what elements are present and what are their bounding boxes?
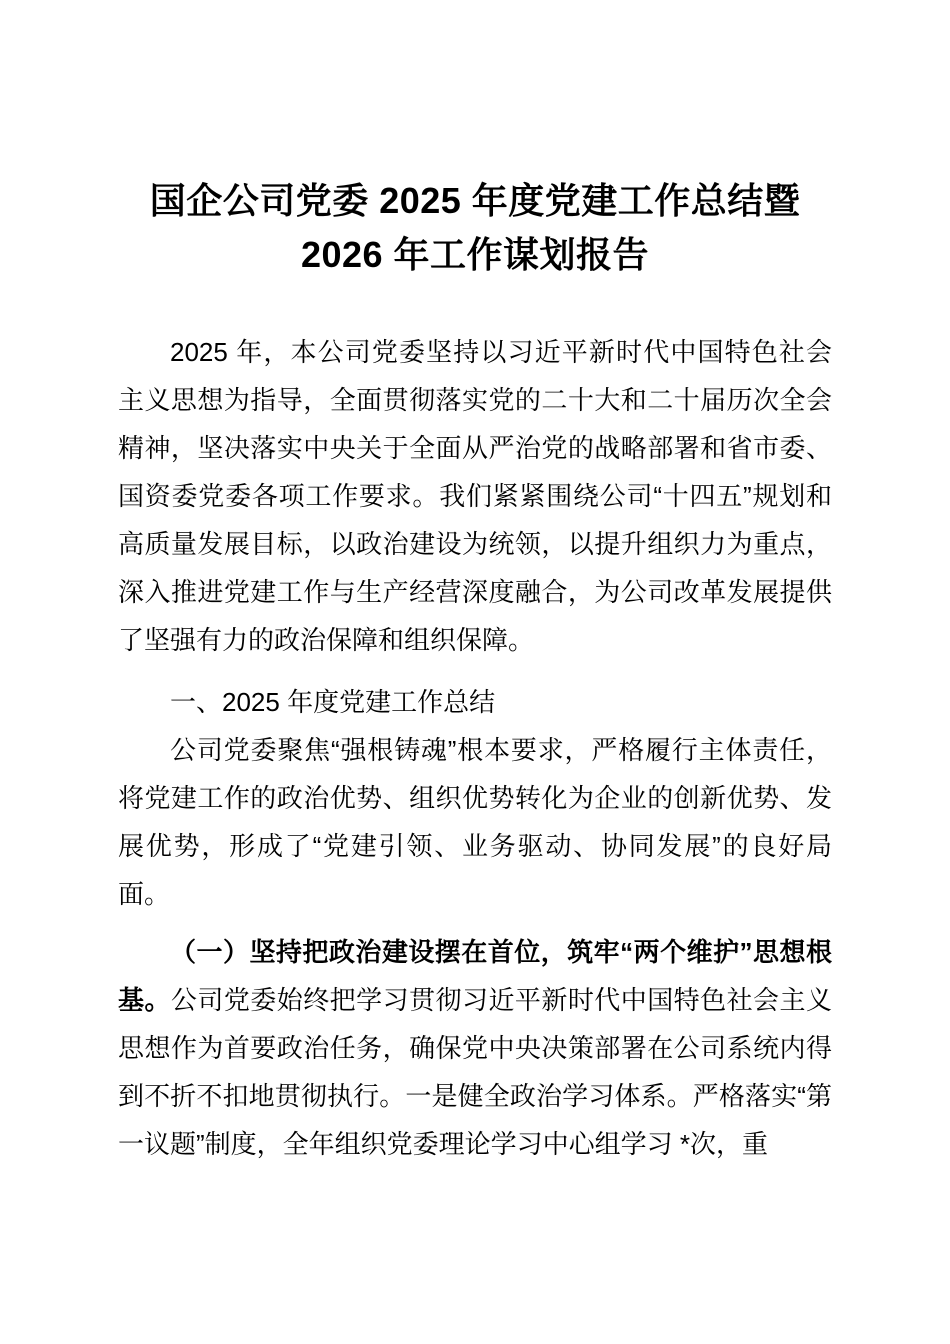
paragraph-text: 公司党委始终把学习贯彻习近平新时代中国特色社会主义思想作为首要政治任务，确保党中央决策部署在公司系统内得到不折不扣地贯彻执行。一是健全政治学习体系。严格落实“第一议题”制度，全年组织党委理论学习中心组学习 *次，重 xyxy=(118,985,832,1159)
paragraph-bold-lead xyxy=(118,928,832,1168)
document-body xyxy=(118,328,832,1168)
title-line-2: 2026 年工作谋划报告 xyxy=(300,234,650,275)
bold-lead-text: （一）坚持把政治建设摆在首位，筑牢“两个维护”思想根基。 xyxy=(118,937,832,1015)
section-heading: 一、2025 年度党建工作总结 xyxy=(170,687,496,717)
body-paragraph: 公司党委聚焦“强根铸魂”根本要求，严格履行主体责任，将党建工作的政治优势、组织优势转化为企业的创新优势、发展优势，形成了“党建引领、业务驱动、协同发展”的良好局面。 xyxy=(118,735,832,909)
title-line-1: 国企公司党委 2025 年度党建工作总结暨 xyxy=(149,180,801,221)
document-title xyxy=(118,174,832,282)
document-content xyxy=(118,174,832,1168)
body-paragraph: 2025 年，本公司党委坚持以习近平新时代中国特色社会主义思想为指导，全面贯彻落实党的二十大和二十届历次全会精神，坚决落实中央关于全面从严治党的战略部署和省市委、国资委党委各项工作要求。我们紧紧围绕公司“十四五”规划和高质量发展目标，以政治建设为统领，以提升组织力为重点，深入推进党建工作与生产经营深度融合，为公司改革发展提供了坚强有力的政治保障和组织保障。 xyxy=(118,337,832,655)
